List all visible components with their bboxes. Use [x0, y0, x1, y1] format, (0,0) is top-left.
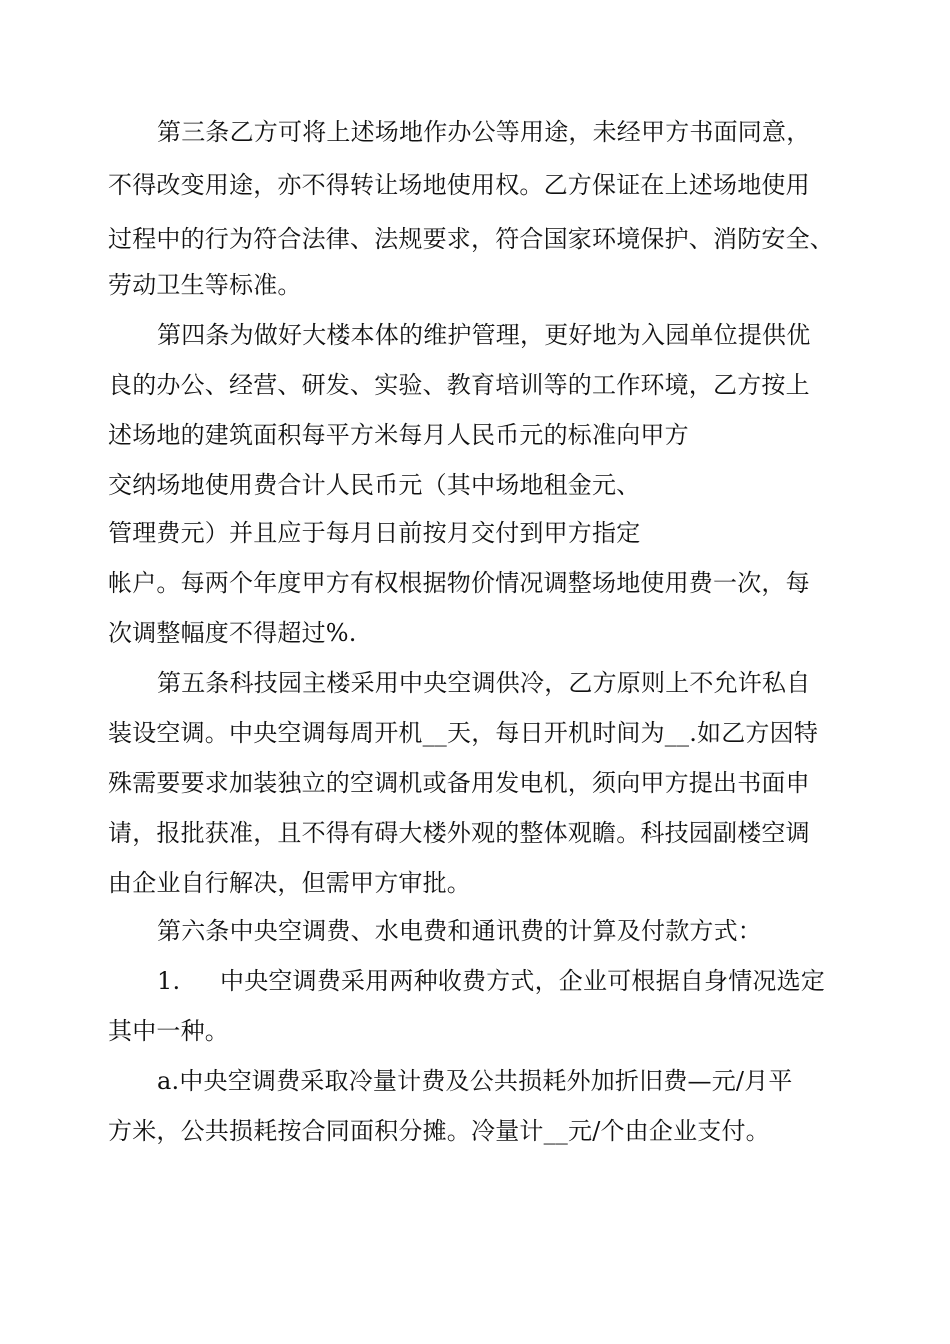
item-1-number: 1.: [157, 967, 181, 995]
article-5-line-4: 请，报批获准，且不得有碍大楼外观的整体观瞻。科技园副楼空调: [108, 819, 810, 847]
item-a-line-1: a.中央空调费采取冷量计费及公共损耗外加折旧费—元/月平: [157, 1067, 793, 1095]
item-a-line-2: 方米，公共损耗按合同面积分摊。冷量计__元/个由企业支付。: [108, 1117, 770, 1145]
article-5-line-1: 第五条科技园主楼采用中央空调供冷，乙方原则上不允许私自: [157, 669, 811, 697]
article-4-line-4: 交纳场地使用费合计人民币元（其中场地租金元、: [108, 471, 641, 499]
article-4-line-1: 第四条为做好大楼本体的维护管理，更好地为入园单位提供优: [157, 321, 811, 349]
article-5-line-3: 殊需要要求加装独立的空调机或备用发电机，须向甲方提出书面申: [108, 769, 810, 797]
item-1-line-1: 中央空调费采用两种收费方式，企业可根据自身情况选定: [220, 967, 825, 995]
item-1-line-2: 其中一种。: [108, 1017, 229, 1045]
article-4-line-2: 良的办公、经营、研发、实验、教育培训等的工作环境，乙方按上: [108, 371, 810, 399]
article-6-heading: 第六条中央空调费、水电费和通讯费的计算及付款方式：: [157, 917, 762, 945]
article-3-line-4: 劳动卫生等标准。: [108, 271, 302, 299]
article-4-line-7: 次调整幅度不得超过%.: [108, 619, 357, 647]
article-4-line-5: 管理费元）并且应于每月日前按月交付到甲方指定: [108, 519, 641, 547]
article-5-line-5: 由企业自行解决，但需甲方审批。: [108, 869, 471, 897]
article-3-line-1: 第三条乙方可将上述场地作办公等用途，未经甲方书面同意，: [157, 118, 811, 146]
article-5-line-2: 装设空调。中央空调每周开机__天，每日开机时间为__.如乙方因特: [108, 719, 819, 747]
article-4-line-6: 帐户。每两个年度甲方有权根据物价情况调整场地使用费一次，每: [108, 569, 810, 597]
article-4-line-3: 述场地的建筑面积每平方米每月人民币元的标准向甲方: [108, 421, 689, 449]
article-3-line-2: 不得改变用途，亦不得转让场地使用权。乙方保证在上述场地使用: [108, 171, 810, 199]
article-3-line-3: 过程中的行为符合法律、法规要求，符合国家环境保护、消防安全、: [108, 225, 834, 253]
